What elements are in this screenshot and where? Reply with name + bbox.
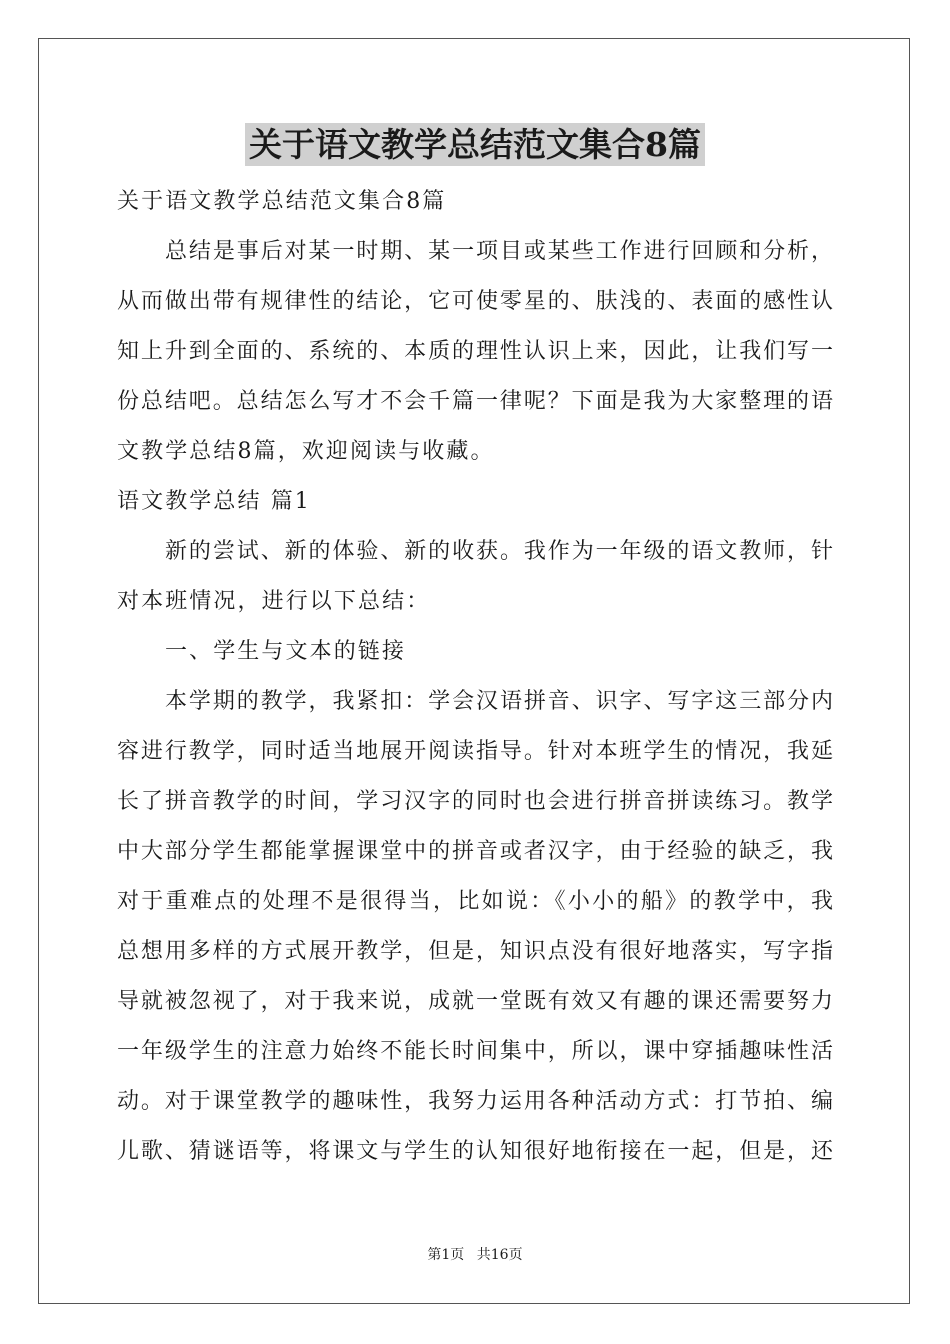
- text-line: 份总结吧。总结怎么写才不会千篇一律呢？下面是我为大家整理的语: [117, 389, 833, 414]
- text-line: 新的尝试、新的体验、新的收获。我作为一年级的语文教师，针: [165, 539, 833, 564]
- text-line: 总结是事后对某一时期、某一项目或某些工作进行回顾和分析，: [165, 239, 833, 264]
- text-line: 对本班情况，进行以下总结：: [117, 589, 431, 614]
- text-line: 导就被忽视了，对于我来说，成就一堂既有效又有趣的课还需要努力: [117, 989, 833, 1014]
- text-line: 一、学生与文本的链接: [165, 639, 407, 664]
- text-line: 对于重难点的处理不是很得当，比如说：《小小的船》的教学中，我: [117, 889, 833, 914]
- page-number: 第1页: [427, 1247, 465, 1263]
- page-footer: [0, 1245, 950, 1265]
- text-line: 文教学总结8篇，欢迎阅读与收藏。: [117, 439, 495, 464]
- text-line: 关于语文教学总结范文集合8篇: [117, 189, 447, 214]
- text-line: 语文教学总结 篇1: [117, 489, 311, 514]
- text-line: 长了拼音教学的时间，学习汉字的同时也会进行拼音拼读练习。教学: [117, 789, 833, 814]
- document-body: [117, 177, 833, 1177]
- page-total: 共16页: [476, 1247, 523, 1263]
- document-title: [0, 122, 950, 168]
- text-line: 动。对于课堂教学的趣味性，我努力运用各种活动方式：打节拍、编: [117, 1089, 833, 1114]
- text-line: 总想用多样的方式展开教学，但是，知识点没有很好地落实，写字指: [117, 939, 833, 964]
- text-line: 中大部分学生都能掌握课堂中的拼音或者汉字，由于经验的缺乏，我: [117, 839, 833, 864]
- text-line: 本学期的教学，我紧扣：学会汉语拼音、识字、写字这三部分内: [165, 689, 833, 714]
- text-line: 儿歌、猜谜语等，将课文与学生的认知很好地衔接在一起，但是，还: [117, 1139, 833, 1164]
- document-title-text: 关于语文教学总结范文集合8篇: [245, 123, 705, 166]
- text-line: 从而做出带有规律性的结论，它可使零星的、肤浅的、表面的感性认: [117, 289, 833, 314]
- text-line: 知上升到全面的、系统的、本质的理性认识上来，因此，让我们写一: [117, 339, 833, 364]
- text-line: 一年级学生的注意力始终不能长时间集中，所以，课中穿插趣味性活: [117, 1039, 833, 1064]
- text-line: 容进行教学，同时适当地展开阅读指导。针对本班学生的情况，我延: [117, 739, 833, 764]
